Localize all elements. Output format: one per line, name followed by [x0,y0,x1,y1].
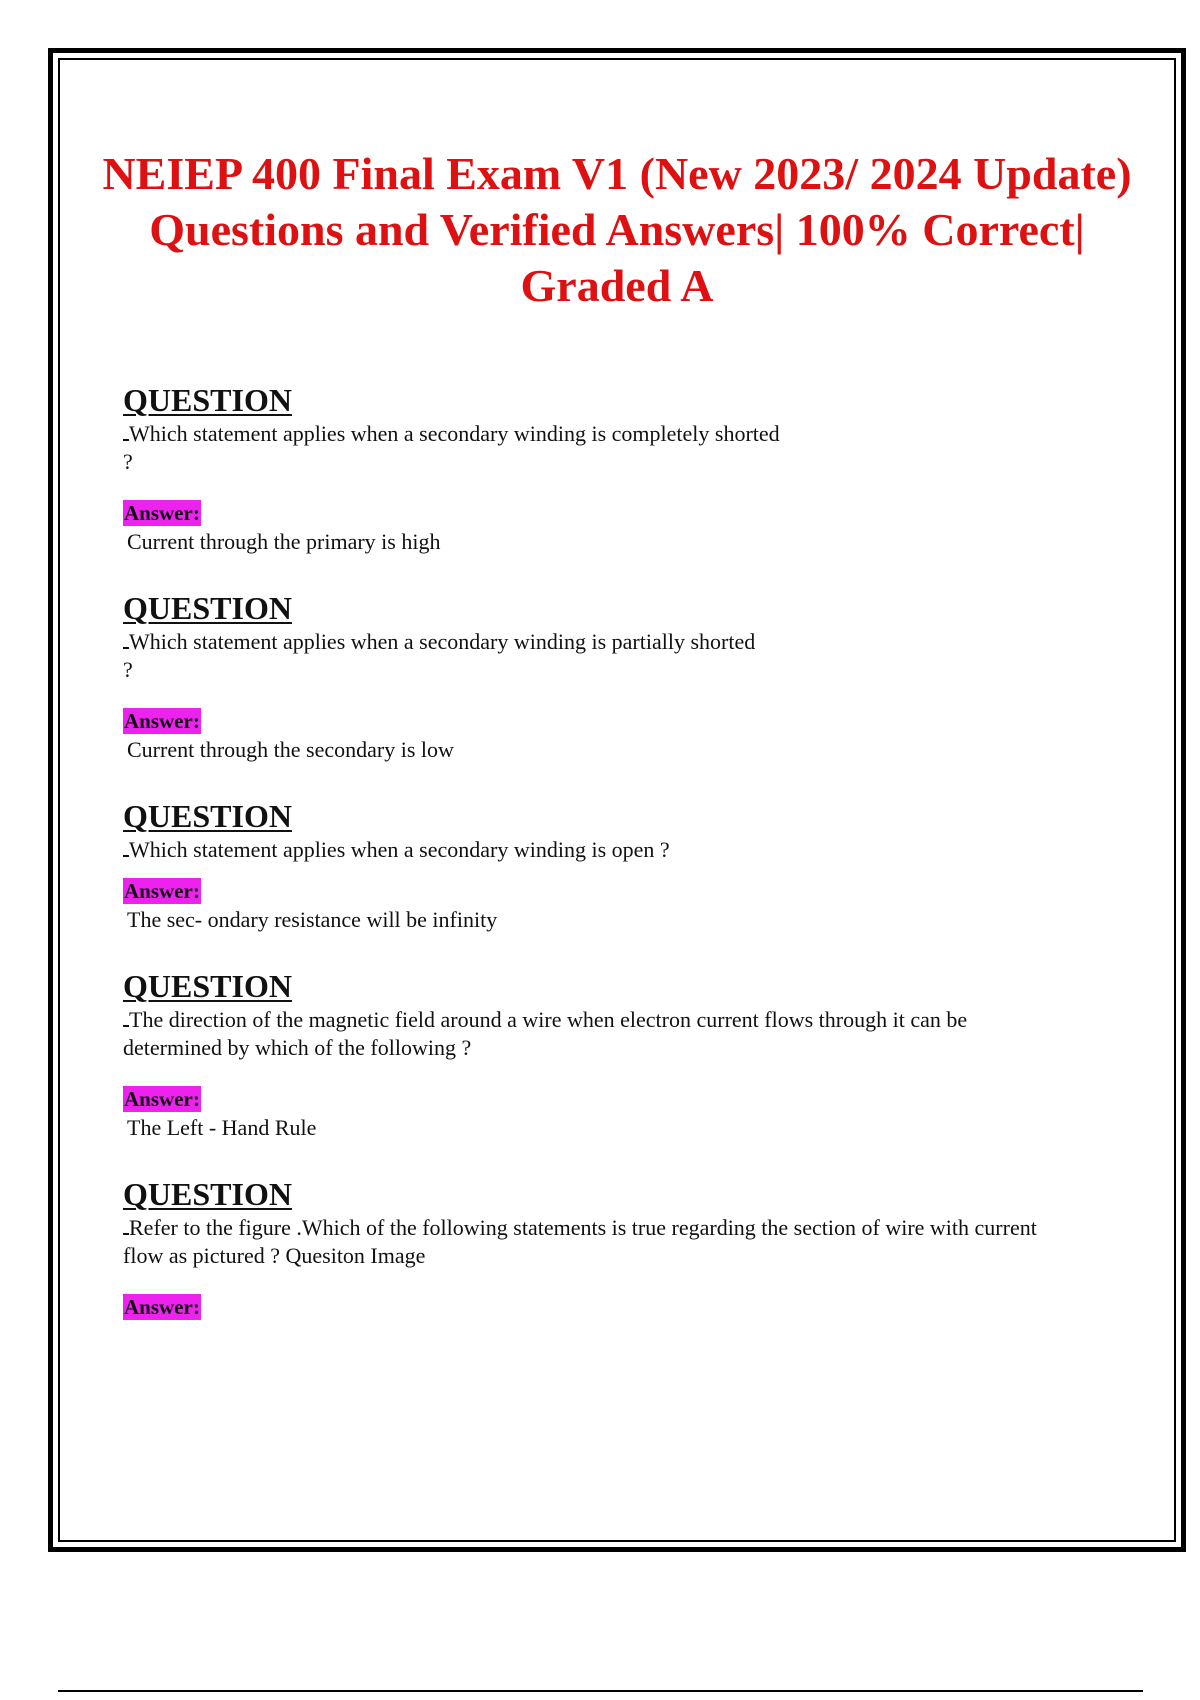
footer-rule [58,1690,1143,1692]
question-tail: flow as pictured ? Quesiton Image [123,1243,426,1268]
question-tail: ? [123,449,133,474]
question-body: Which statement applies when a secondary winding is partially shorted [129,629,756,654]
question-text [123,836,1134,864]
question-body: Refer to the figure .Which of the following statements is true regarding the section of wire with current [129,1215,1037,1240]
page-border [48,48,1186,1552]
question-tail: determined by which of the following ? [123,1035,472,1060]
qa-item-3 [123,798,1134,934]
question-heading: QUESTION [123,798,292,834]
question-body: The direction of the magnetic field around a wire when electron current flows through it can be [129,1007,968,1032]
question-body: Which statement applies when a secondary winding is open ? [129,837,670,862]
qa-item-5 [123,1176,1134,1320]
question-body: Which statement applies when a secondary winding is completely shorted [129,421,780,446]
answer-label: Answer: [124,1295,200,1319]
question-heading: QUESTION [123,382,292,418]
question-heading: QUESTION [123,590,292,626]
answer-text: Current through the secondary is low [127,737,454,762]
answer-label: Answer: [124,501,200,525]
question-text [123,420,1134,476]
document-title: NEIEP 400 Final Exam V1 (New 2023/ 2024 Update) Questions and Verified Answers| 100% Correct| Graded A [102,148,1132,311]
qa-item-4 [123,968,1134,1142]
question-heading: QUESTION [123,968,292,1004]
answer-label: Answer: [124,879,200,903]
question-text [123,1214,1134,1270]
qa-item-1 [123,382,1134,556]
page-inner-border [58,58,1176,1542]
answer-label: Answer: [124,709,200,733]
question-tail: ? [123,657,133,682]
question-heading: QUESTION [123,1176,292,1212]
question-text [123,628,1134,684]
answer-label: Answer: [124,1087,200,1111]
qa-item-2 [123,590,1134,764]
question-text [123,1006,1134,1062]
question-list [123,382,1134,1322]
answer-text: Current through the primary is high [127,529,441,554]
answer-text: The sec- ondary resistance will be infinity [127,907,498,932]
answer-text: The Left - Hand Rule [127,1115,317,1140]
